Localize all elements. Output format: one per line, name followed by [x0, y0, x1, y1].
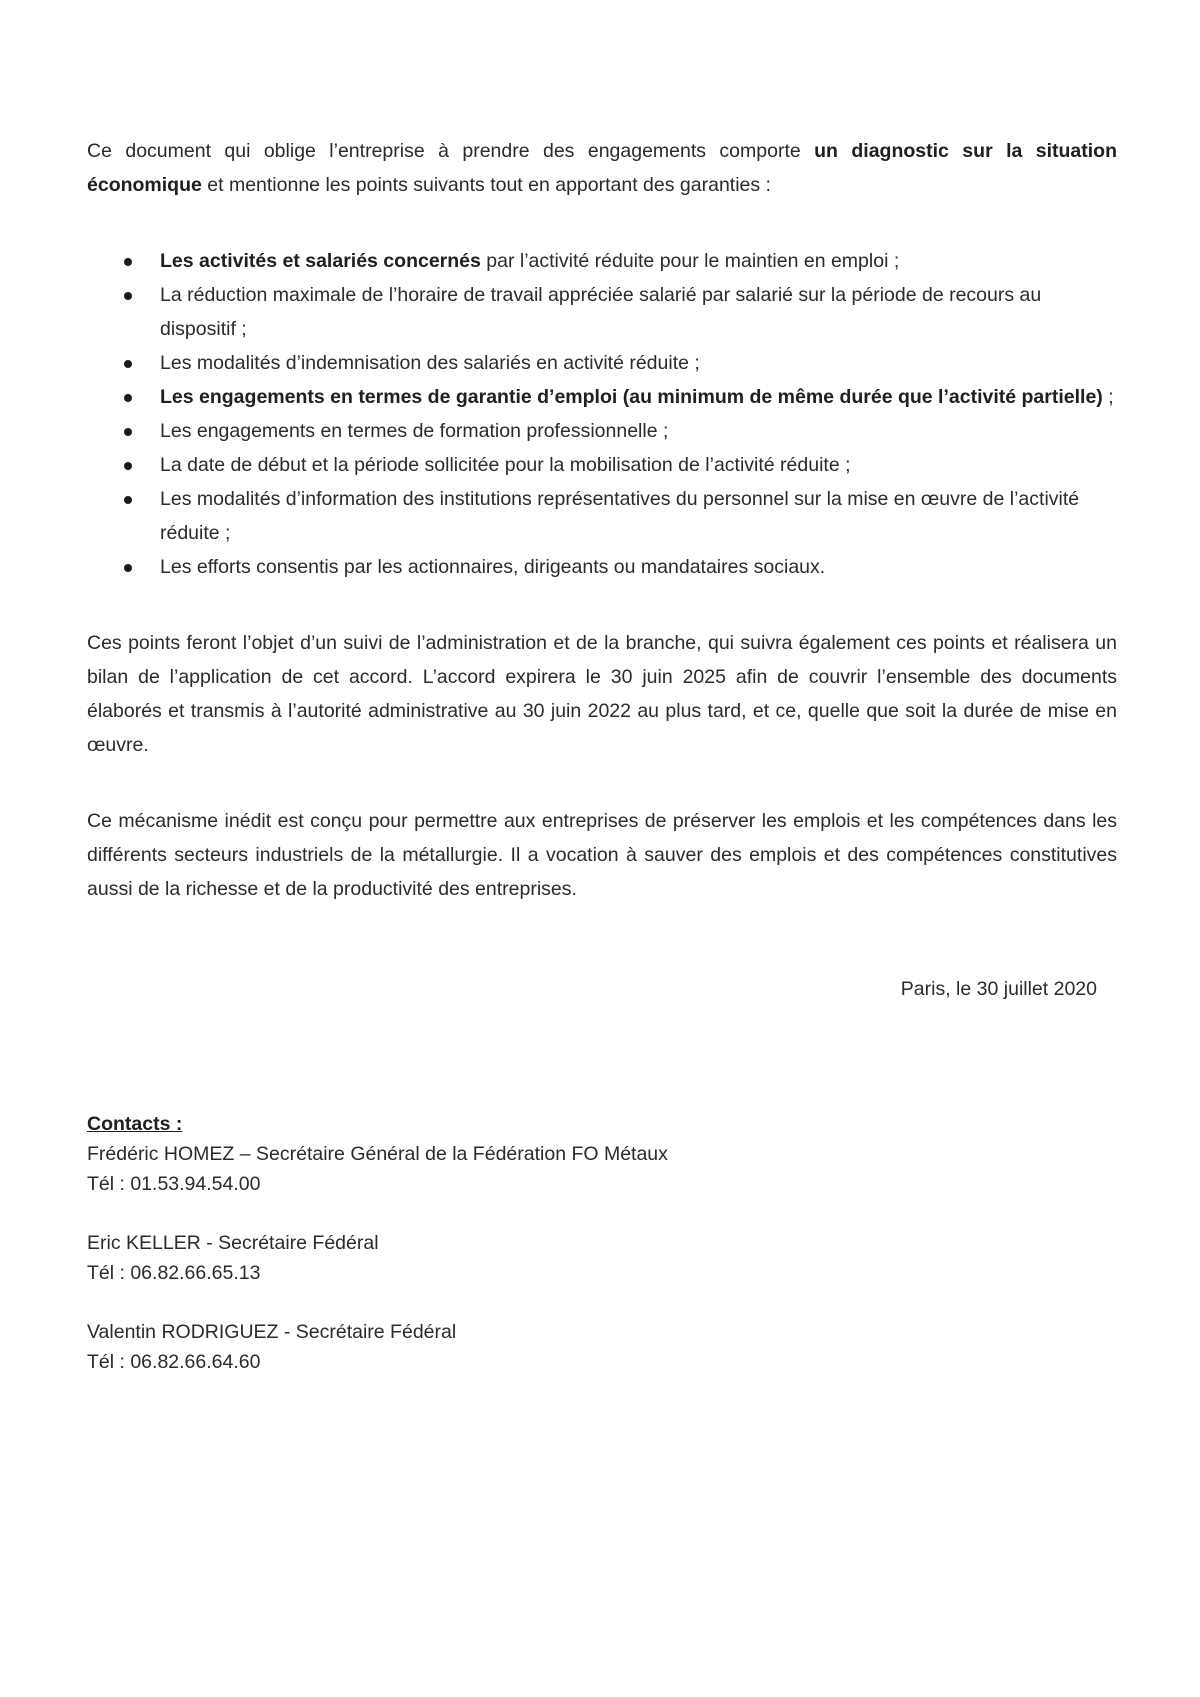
- contact-phone: Tél : 06.82.66.64.60: [87, 1351, 261, 1373]
- contact-phone: Tél : 06.82.66.65.13: [87, 1262, 261, 1284]
- contact-block: [87, 1317, 1117, 1377]
- list-item: [87, 550, 1117, 584]
- list-item: [87, 346, 1117, 380]
- bullet-icon: [124, 428, 132, 436]
- contact-name: Eric KELLER - Secrétaire Fédéral: [87, 1232, 379, 1254]
- list-item: [87, 278, 1117, 346]
- contact-phone: Tél : 01.53.94.54.00: [87, 1173, 261, 1195]
- bullet-icon: [124, 496, 132, 504]
- bullet-icon: [124, 462, 132, 470]
- list-item-text: Les engagements en termes de formation professionnelle ;: [160, 420, 669, 442]
- contact-block: [87, 1228, 1117, 1288]
- bullet-icon: [124, 258, 132, 266]
- document-page: [87, 134, 1117, 1406]
- list-item-bold: Les activités et salariés concernés: [160, 250, 481, 272]
- bullet-icon: [124, 292, 132, 300]
- list-item: [87, 244, 1117, 278]
- list-item: [87, 448, 1117, 482]
- list-item-text: La réduction maximale de l’horaire de travail appréciée salarié par salarié sur la période de recours au dispositif ;: [160, 284, 1042, 340]
- list-item-text: ;: [1102, 386, 1114, 408]
- points-list: [87, 244, 1117, 584]
- contact-name: Frédéric HOMEZ – Secrétaire Général de la Fédération FO Métaux: [87, 1143, 668, 1165]
- list-item: [87, 380, 1117, 414]
- contact-name: Valentin RODRIGUEZ - Secrétaire Fédéral: [87, 1321, 457, 1343]
- intro-paragraph: [87, 134, 1117, 202]
- list-item-bold: Les engagements en termes de garantie d’emploi (au minimum de même durée que l’activité partielle): [160, 386, 1103, 408]
- bullet-icon: [124, 564, 132, 572]
- follow-up-paragraph: Ces points feront l’objet d’un suivi de l’administration et de la branche, qui suivra également ces points et réalisera un bilan de l’application de cet accord. L’accord expirera le 30 juin 2025 afin de couvrir l’ensemble des documents élaborés et transmis à l’autorité administrative au 30 juin 2022 au plus tard, et ce, quelle que soit la durée de mise en œuvre.: [87, 632, 1117, 756]
- contacts-heading: Contacts :: [87, 1113, 183, 1135]
- bullet-icon: [124, 360, 132, 368]
- intro-bold-diagnostic: un diagnostic sur la situation économique: [87, 140, 1117, 196]
- list-item: [87, 414, 1117, 448]
- list-item-text: par l’activité réduite pour le maintien en emploi ;: [480, 250, 900, 272]
- bullet-icon: [124, 394, 132, 402]
- mechanism-paragraph: Ce mécanisme inédit est conçu pour permettre aux entreprises de préserver les emplois et les compétences dans les différents secteurs industriels de la métallurgie. Il a vocation à sauver des emplois et des compétences constitutives aussi de la richesse et de la productivité des entreprises.: [87, 810, 1117, 900]
- date-line: Paris, le 30 juillet 2020: [900, 978, 1097, 1000]
- list-item-text: La date de début et la période sollicitée pour la mobilisation de l’activité réduite ;: [160, 454, 851, 476]
- list-item-text: Les modalités d’indemnisation des salariés en activité réduite ;: [160, 352, 700, 374]
- list-item-text: Les modalités d’information des institutions représentatives du personnel sur la mise en œuvre de l’activité réduite ;: [160, 488, 1080, 544]
- list-item: [87, 482, 1117, 550]
- intro-text-2: et mentionne les points suivants tout en apportant des garanties :: [201, 174, 771, 196]
- list-item-text: Les efforts consentis par les actionnaires, dirigeants ou mandataires sociaux.: [160, 556, 826, 578]
- contacts-section: [87, 1109, 1117, 1377]
- contact-block: [87, 1139, 1117, 1199]
- intro-text-1: Ce document qui oblige l’entreprise à prendre des engagements comporte: [87, 140, 815, 162]
